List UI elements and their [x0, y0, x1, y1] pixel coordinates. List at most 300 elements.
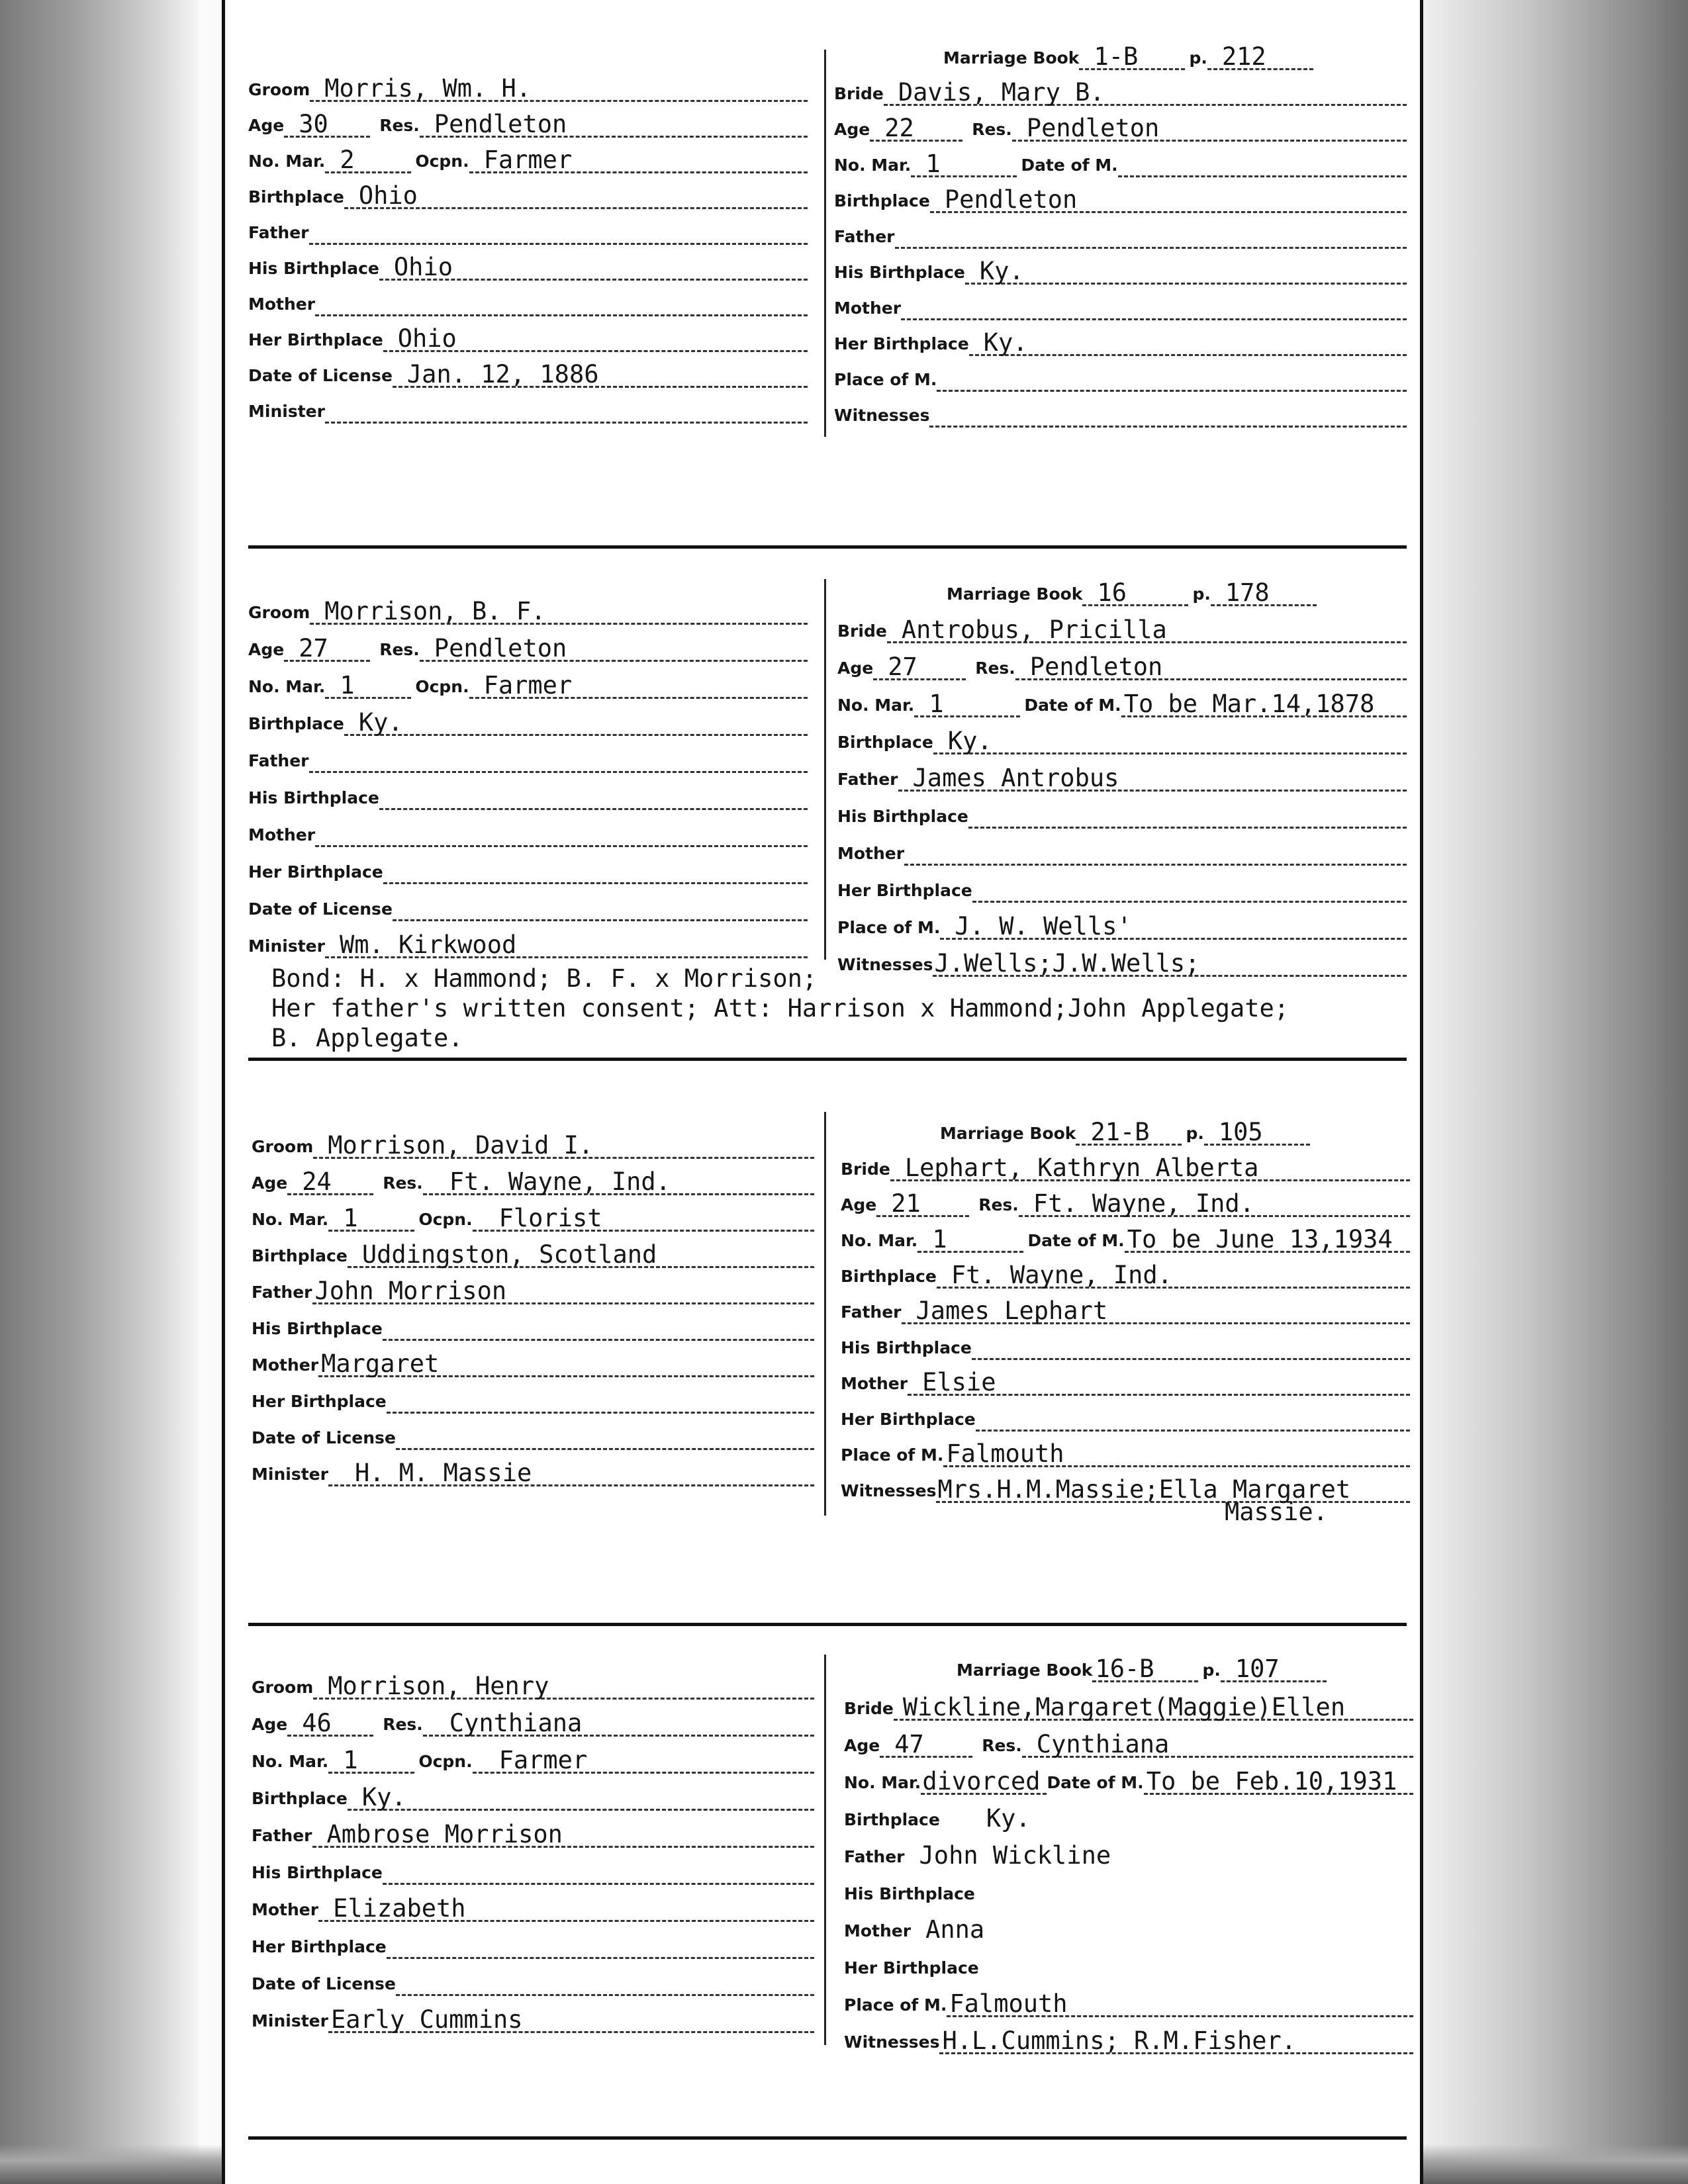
groom-res: Pendleton: [420, 111, 808, 138]
bride-his-birthplace: [972, 1334, 1410, 1360]
date-of-m-label: Date of M.: [1024, 696, 1121, 715]
groom-minister: Wm. Kirkwood: [325, 932, 808, 958]
his-birthplace-row: [841, 1330, 1410, 1360]
witnesses-row: [844, 2024, 1413, 2054]
bride-father: [895, 222, 1407, 249]
age-label: Age: [844, 1736, 880, 1755]
page-label: p.: [1186, 1124, 1204, 1143]
his-birthplace-row: [837, 798, 1407, 829]
groom-no-mar: 1: [328, 1205, 414, 1232]
bride-mother: [901, 294, 1407, 320]
date-of-m-label: Date of M.: [1027, 1231, 1125, 1250]
groom-father: [309, 218, 808, 245]
groom-row: [252, 1128, 814, 1159]
page-label: p.: [1202, 1661, 1221, 1680]
ocpn-label: Ocpn.: [415, 152, 469, 171]
age-res-row: [834, 111, 1407, 142]
marriage-record-1: [0, 0, 1688, 529]
minister-label: Minister: [248, 402, 325, 421]
groom-his-birthplace: Ohio: [379, 254, 808, 281]
groom-father: Ambrose Morrison: [312, 1821, 814, 1848]
marriage-book-number: 16: [1082, 580, 1188, 606]
age-res-row: [841, 1187, 1410, 1217]
witnesses-label: Witnesses: [841, 1481, 937, 1500]
his-birthplace-row: [844, 1876, 1413, 1906]
mother-label: Mother: [252, 1355, 319, 1375]
bride-her-birthplace: [972, 876, 1407, 903]
minister-row: [248, 393, 808, 424]
father-label: Father: [252, 1826, 312, 1845]
res-label: Res.: [383, 1715, 423, 1734]
bride-no-mar: 1: [911, 151, 1017, 177]
his-birthplace-label: His Birthplace: [834, 263, 965, 282]
marriage-book-row: [940, 1115, 1410, 1146]
consent-note: Her father's written consent; Att: Harrison x Hammond;John Applegate;: [271, 994, 1289, 1023]
bride-age: 47: [880, 1731, 972, 1758]
groom-date-of-license: [396, 1424, 814, 1450]
mother-label: Mother: [252, 1900, 319, 1919]
minister-label: Minister: [248, 936, 325, 956]
father-label: Father: [837, 770, 898, 789]
witnesses-row: [834, 397, 1407, 428]
date-of-license-row: [252, 1966, 814, 1996]
groom-label: Groom: [252, 1137, 314, 1156]
bride-place-of-m: [937, 365, 1407, 392]
date-of-license-label: Date of License: [248, 899, 393, 919]
groom-mother: Margaret: [318, 1351, 814, 1377]
her-birthplace-label: Her Birthplace: [844, 1958, 979, 1978]
groom-label: Groom: [248, 80, 310, 99]
no-mar-ocpn-row: [252, 1201, 814, 1232]
mother-row: [248, 286, 808, 316]
marriage-record-3: [0, 1062, 1688, 1592]
father-label: Father: [252, 1283, 312, 1302]
his-birthplace-label: His Birthplace: [841, 1338, 972, 1357]
groom-birthplace: Ky.: [348, 1784, 814, 1811]
groom-no-mar: 1: [328, 1747, 414, 1774]
his-birthplace-row: [248, 780, 808, 810]
age-label: Age: [248, 640, 285, 659]
age-label: Age: [841, 1195, 877, 1214]
father-row: [252, 1274, 814, 1304]
birthplace-row: [834, 183, 1407, 213]
mother-label: Mother: [844, 1921, 912, 1940]
place-of-m-row: [844, 1987, 1413, 2017]
birthplace-label: Birthplace: [248, 187, 344, 206]
mother-row: [837, 835, 1407, 866]
bride-name: Wickline,Margaret(Maggie)Ellen: [894, 1694, 1413, 1721]
bride-age: 21: [876, 1191, 969, 1217]
birthplace-row: [252, 1780, 814, 1811]
entry-separator: [248, 1623, 1407, 1626]
bride-her-birthplace: [976, 1405, 1410, 1432]
birthplace-label: Birthplace: [834, 191, 930, 210]
bride-his-birthplace: [975, 1880, 1413, 1906]
age-res-row: [252, 1165, 814, 1195]
no-mar-label: No. Mar.: [252, 1210, 329, 1229]
her-birthplace-label: Her Birthplace: [837, 881, 972, 900]
no-mar-date-row: [834, 147, 1407, 177]
attest-note: B. Applegate.: [271, 1024, 463, 1052]
groom-name: Morrison, David I.: [313, 1132, 814, 1159]
place-of-m-label: Place of M.: [837, 918, 941, 937]
no-mar-label: No. Mar.: [844, 1773, 921, 1792]
bride-age: 27: [873, 654, 966, 680]
marriage-book-row: [947, 576, 1410, 606]
page-label: p.: [1192, 584, 1211, 604]
no-mar-ocpn-row: [248, 668, 808, 699]
date-of-license-label: Date of License: [252, 1428, 396, 1447]
groom-minister: Early Cummins: [328, 2007, 814, 2033]
bride-row: [841, 1151, 1410, 1181]
no-mar-ocpn-row: [252, 1743, 814, 1774]
her-birthplace-label: Her Birthplace: [248, 862, 383, 882]
bride-witnesses: J.Wells;J.W.Wells;: [933, 950, 1407, 977]
her-birthplace-row: [841, 1401, 1410, 1432]
no-mar-label: No. Mar.: [252, 1752, 329, 1771]
father-label: Father: [248, 751, 309, 770]
res-label: Res.: [975, 659, 1015, 678]
bride-birthplace: Ky.: [986, 1804, 1031, 1833]
bride-mother: Elsie: [908, 1369, 1410, 1396]
groom-label: Groom: [252, 1678, 314, 1697]
birthplace-row: [248, 705, 808, 736]
groom-res: Cynthiana: [423, 1710, 814, 1737]
his-birthplace-label: His Birthplace: [248, 788, 379, 807]
age-label: Age: [837, 659, 874, 678]
no-mar-label: No. Mar.: [248, 152, 326, 171]
groom-label: Groom: [248, 603, 310, 622]
age-label: Age: [252, 1715, 288, 1734]
groom-birthplace: Ky.: [344, 709, 808, 736]
groom-ocpn: Farmer: [469, 672, 808, 699]
minister-row: [252, 2003, 814, 2033]
groom-his-birthplace: [383, 1314, 814, 1341]
birthplace-label: Birthplace: [844, 1810, 940, 1829]
groom-her-birthplace: [387, 1387, 814, 1414]
her-birthplace-row: [248, 322, 808, 352]
bride-father: James Lephart: [902, 1298, 1410, 1324]
bride-her-birthplace: Ky.: [969, 330, 1407, 356]
groom-ocpn: Farmer: [469, 147, 808, 173]
bride-father: James Antrobus: [898, 765, 1407, 792]
birthplace-label: Birthplace: [252, 1246, 348, 1265]
his-birthplace-row: [834, 254, 1407, 285]
age-res-row: [248, 631, 808, 662]
bride-age: 22: [870, 115, 962, 142]
her-birthplace-label: Her Birthplace: [834, 334, 969, 353]
ocpn-label: Ocpn.: [415, 677, 469, 696]
father-row: [837, 761, 1407, 792]
groom-no-mar: 2: [325, 147, 411, 173]
bride-place-of-m: Falmouth: [943, 1441, 1410, 1467]
mother-row: [841, 1365, 1410, 1396]
groom-row: [252, 1669, 814, 1700]
place-of-m-label: Place of M.: [844, 1995, 947, 2015]
her-birthplace-row: [834, 326, 1407, 356]
father-label: Father: [841, 1302, 902, 1322]
birthplace-label: Birthplace: [252, 1789, 348, 1808]
bride-mother: [904, 839, 1407, 866]
birthplace-row: [248, 179, 808, 209]
marriage-book-page: 105: [1204, 1119, 1310, 1146]
groom-age: 24: [287, 1169, 373, 1195]
page-label: p.: [1189, 48, 1207, 68]
res-label: Res.: [978, 1195, 1019, 1214]
res-label: Res.: [379, 116, 420, 135]
bride-name: Antrobus, Pricilla: [887, 617, 1407, 643]
res-label: Res.: [379, 640, 420, 659]
marriage-record-4: [0, 1628, 1688, 2158]
ocpn-label: Ocpn.: [418, 1752, 473, 1771]
his-birthplace-row: [248, 250, 808, 281]
ocpn-label: Ocpn.: [418, 1210, 473, 1229]
groom-row: [248, 71, 808, 102]
no-mar-label: No. Mar.: [834, 156, 912, 175]
groom-age: 27: [284, 635, 370, 662]
his-birthplace-row: [252, 1854, 814, 1885]
bride-birthplace: Ky.: [933, 728, 1407, 754]
no-mar-date-row: [841, 1222, 1410, 1253]
res-label: Res.: [383, 1173, 423, 1193]
bride-row: [834, 75, 1407, 106]
no-mar-label: No. Mar.: [841, 1231, 918, 1250]
witnesses-label: Witnesses: [837, 955, 933, 974]
marriage-book-page: 107: [1221, 1656, 1327, 1682]
marriage-book-label: Marriage Book: [947, 584, 1083, 604]
bride-place-of-m: J. W. Wells': [940, 913, 1407, 940]
bride-label: Bride: [837, 621, 887, 641]
groom-date-of-license: Jan. 12, 1886: [393, 361, 808, 388]
marriage-book-number: 1-B: [1079, 44, 1185, 70]
age-label: Age: [252, 1173, 288, 1193]
date-of-license-row: [248, 357, 808, 388]
groom-res: Pendleton: [420, 635, 808, 662]
her-birthplace-row: [837, 872, 1407, 903]
groom-ocpn: Florist: [473, 1205, 814, 1232]
groom-name: Morrison, Henry: [313, 1673, 814, 1700]
groom-age: 46: [287, 1710, 373, 1737]
father-row: [248, 214, 808, 245]
bride-birthplace: Pendleton: [930, 187, 1407, 213]
bride-no-mar: 1: [914, 691, 1020, 717]
bride-mother: Anna: [925, 1915, 985, 1944]
date-of-license-row: [248, 891, 808, 921]
bride-date-of-m: [1118, 151, 1407, 177]
place-of-m-row: [834, 361, 1407, 392]
marriage-book-row: [957, 1652, 1413, 1682]
bride-his-birthplace: [968, 802, 1407, 829]
groom-age: 30: [284, 111, 370, 138]
mother-row: [248, 817, 808, 847]
bride-row: [844, 1690, 1413, 1721]
mother-row: [844, 1913, 1413, 1943]
bride-label: Bride: [844, 1699, 894, 1718]
his-birthplace-label: His Birthplace: [844, 1884, 975, 1903]
marriage-book-page: 178: [1211, 580, 1317, 606]
his-birthplace-label: His Birthplace: [248, 259, 379, 278]
mother-label: Mother: [841, 1374, 908, 1393]
father-row: [841, 1294, 1410, 1324]
groom-her-birthplace: [383, 858, 808, 884]
marriage-record-2: [0, 535, 1688, 1064]
groom-his-birthplace: [383, 1858, 814, 1885]
groom-minister: H. M. Massie: [328, 1460, 814, 1486]
his-birthplace-label: His Birthplace: [252, 1319, 383, 1338]
bride-date-of-m: To be Mar.14,1878: [1121, 691, 1407, 717]
her-birthplace-row: [844, 1950, 1413, 1980]
minister-row: [252, 1456, 814, 1486]
father-row: [248, 743, 808, 773]
mother-row: [252, 1891, 814, 1922]
bride-father: John Wickline: [919, 1841, 1111, 1870]
bride-witnesses: [929, 401, 1407, 428]
bond-note: Bond: H. x Hammond; B. F. x Morrison;: [271, 964, 818, 993]
date-of-m-label: Date of M.: [1047, 1773, 1144, 1792]
groom-name: Morrison, B. F.: [310, 598, 808, 625]
bride-no-mar: 1: [917, 1226, 1023, 1253]
mother-label: Mother: [248, 295, 316, 314]
bride-date-of-m: To be June 13,1934: [1125, 1226, 1410, 1253]
birthplace-row: [844, 1801, 1413, 1832]
birthplace-label: Birthplace: [248, 714, 344, 733]
place-of-m-label: Place of M.: [841, 1445, 944, 1465]
birthplace-label: Birthplace: [837, 733, 933, 752]
age-res-row: [837, 650, 1407, 680]
date-of-m-label: Date of M.: [1021, 156, 1118, 175]
father-label: Father: [844, 1847, 905, 1866]
minister-label: Minister: [252, 2011, 328, 2030]
marriage-book-row: [943, 40, 1407, 70]
minister-row: [248, 928, 808, 958]
marriage-book-page: 212: [1207, 44, 1313, 70]
her-birthplace-label: Her Birthplace: [248, 330, 383, 349]
age-res-row: [248, 107, 808, 138]
groom-res: Ft. Wayne, Ind.: [423, 1169, 814, 1195]
groom-date-of-license: [396, 1970, 814, 1996]
no-mar-date-row: [837, 687, 1407, 717]
bride-label: Bride: [834, 84, 884, 103]
groom-mother: [315, 821, 808, 847]
witnesses-label: Witnesses: [844, 2032, 940, 2052]
groom-minister: [325, 397, 808, 424]
place-of-m-label: Place of M.: [834, 370, 937, 389]
groom-birthplace: Ohio: [344, 183, 808, 209]
date-of-license-label: Date of License: [248, 366, 393, 385]
marriage-book-number: 16-B: [1092, 1656, 1198, 1682]
age-label: Age: [834, 120, 870, 139]
place-of-m-row: [841, 1437, 1410, 1467]
witnesses-continuation: Massie.: [1225, 1498, 1328, 1526]
no-mar-label: No. Mar.: [837, 696, 915, 715]
res-label: Res.: [982, 1736, 1022, 1755]
bride-birthplace: Ft. Wayne, Ind.: [937, 1262, 1410, 1289]
father-row: [834, 218, 1407, 249]
witnesses-label: Witnesses: [834, 406, 930, 425]
her-birthplace-label: Her Birthplace: [252, 1392, 387, 1411]
groom-row: [248, 594, 808, 625]
bride-witnesses: Mrs.H.M.Massie;Ella Margaret: [936, 1477, 1410, 1503]
bride-res: Ft. Wayne, Ind.: [1019, 1191, 1410, 1217]
his-birthplace-label: His Birthplace: [252, 1863, 383, 1882]
groom-his-birthplace: [379, 784, 808, 810]
birthplace-row: [837, 724, 1407, 754]
bride-no-mar: divorced: [921, 1768, 1047, 1795]
bride-label: Bride: [841, 1160, 890, 1179]
bride-name: Davis, Mary B.: [884, 79, 1407, 106]
her-birthplace-label: Her Birthplace: [841, 1410, 976, 1429]
bride-witnesses: H.L.Cummins; R.M.Fisher.: [939, 2028, 1413, 2054]
groom-no-mar: 1: [325, 672, 411, 699]
bride-place-of-m: Falmouth: [947, 1991, 1413, 2017]
his-birthplace-label: His Birthplace: [837, 807, 968, 826]
marriage-book-label: Marriage Book: [957, 1661, 1093, 1680]
age-res-row: [844, 1727, 1413, 1758]
groom-mother: Elizabeth: [318, 1895, 814, 1922]
date-of-license-row: [252, 1420, 814, 1450]
groom-date-of-license: [393, 895, 808, 921]
place-of-m-row: [837, 909, 1407, 940]
his-birthplace-row: [252, 1310, 814, 1341]
age-res-row: [252, 1706, 814, 1737]
mother-label: Mother: [837, 844, 905, 863]
bride-date-of-m: To be Feb.10,1931: [1144, 1768, 1413, 1795]
no-mar-date-row: [844, 1764, 1413, 1795]
groom-her-birthplace: Ohio: [383, 326, 808, 352]
birthplace-label: Birthplace: [841, 1267, 937, 1286]
mother-row: [834, 290, 1407, 320]
groom-father: [309, 747, 808, 773]
groom-name: Morris, Wm. H.: [310, 75, 808, 102]
marriage-book-number: 21-B: [1076, 1119, 1182, 1146]
minister-label: Minister: [252, 1465, 328, 1484]
groom-mother: [315, 290, 808, 316]
mother-label: Mother: [834, 298, 902, 318]
her-birthplace-row: [252, 1383, 814, 1414]
birthplace-row: [252, 1238, 814, 1268]
bride-res: Pendleton: [1015, 654, 1407, 680]
groom-ocpn: Farmer: [473, 1747, 814, 1774]
bride-name: Lephart, Kathryn Alberta: [890, 1155, 1410, 1181]
mother-label: Mother: [248, 825, 316, 844]
father-row: [844, 1839, 1413, 1869]
no-mar-label: No. Mar.: [248, 677, 326, 696]
mother-row: [252, 1347, 814, 1377]
bride-her-birthplace: [979, 1954, 1413, 1980]
her-birthplace-label: Her Birthplace: [252, 1937, 387, 1956]
birthplace-row: [841, 1258, 1410, 1289]
witnesses-row: [837, 946, 1407, 977]
groom-her-birthplace: [387, 1933, 814, 1959]
marriage-book-label: Marriage Book: [943, 48, 1080, 68]
her-birthplace-row: [248, 854, 808, 884]
father-label: Father: [248, 223, 309, 242]
bride-his-birthplace: Ky.: [965, 258, 1407, 285]
res-label: Res.: [972, 120, 1012, 139]
groom-birthplace: Uddingston, Scotland: [348, 1242, 814, 1268]
bride-row: [837, 613, 1407, 643]
age-label: Age: [248, 116, 285, 135]
bride-res: Pendleton: [1012, 115, 1407, 142]
no-mar-ocpn-row: [248, 143, 808, 173]
bride-res: Cynthiana: [1022, 1731, 1413, 1758]
father-row: [252, 1817, 814, 1848]
father-label: Father: [834, 227, 895, 246]
groom-father: John Morrison: [312, 1278, 814, 1304]
marriage-book-label: Marriage Book: [940, 1124, 1076, 1143]
her-birthplace-row: [252, 1929, 814, 1959]
date-of-license-label: Date of License: [252, 1974, 396, 1993]
